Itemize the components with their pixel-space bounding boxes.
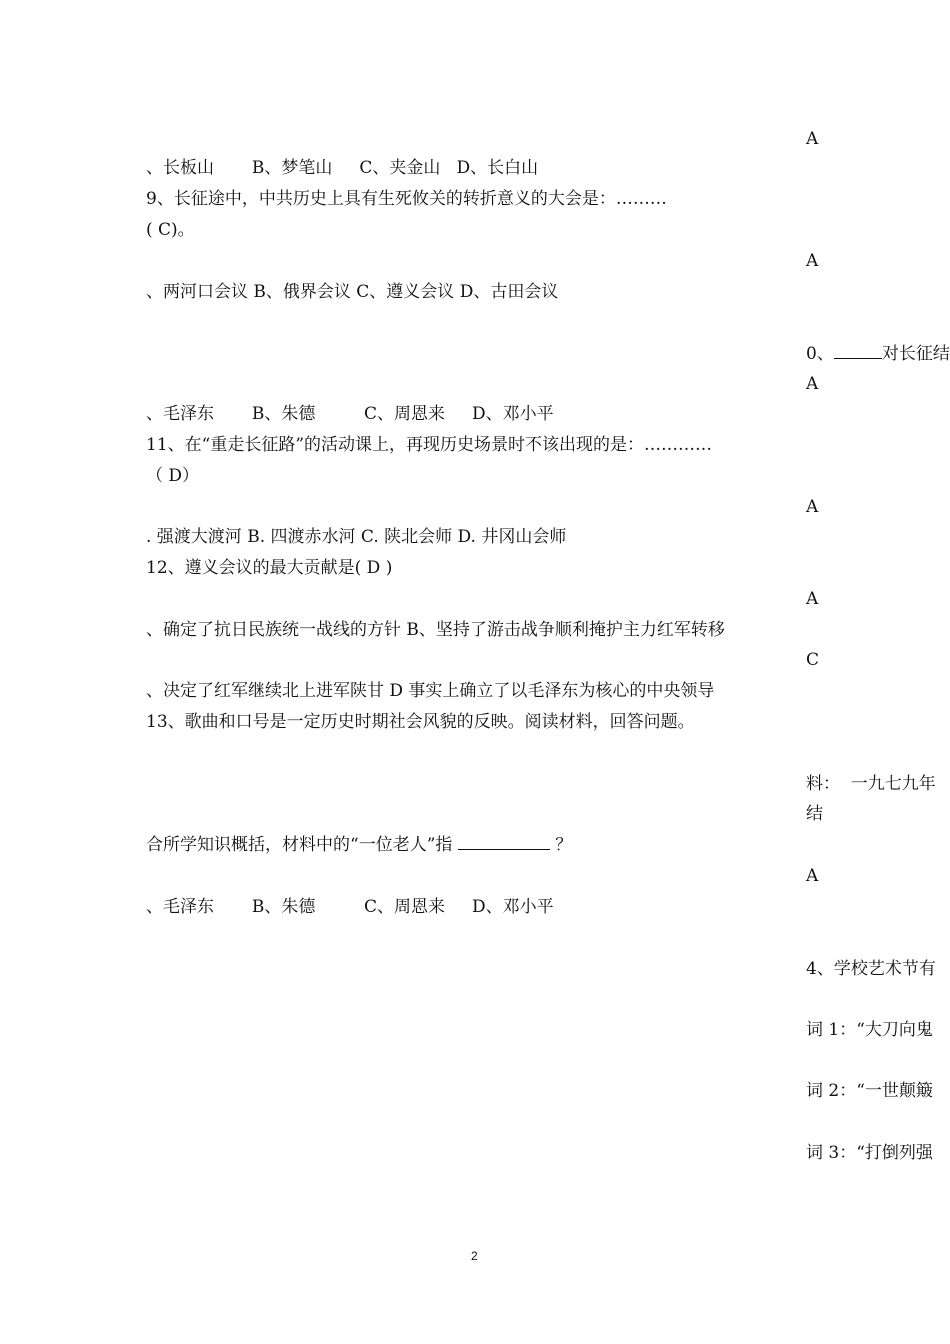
margin-option-a: A	[806, 497, 819, 517]
margin-option-a: A	[806, 866, 819, 886]
page-number: 2	[471, 1249, 478, 1263]
answer-9: ( C)。	[146, 220, 195, 240]
margin-option-a: A	[806, 251, 819, 271]
answer-blank	[458, 835, 550, 850]
option-line-q12-ab: 、确定了抗日民族统一战线的方针 B、坚持了游击战争顺利掩护主力红军转移	[146, 620, 725, 640]
answer-blank	[834, 344, 882, 359]
question-13-sub: 合所学知识概括，材料中的“一位老人”指 ？	[146, 835, 573, 855]
material-fragment: 结	[806, 804, 823, 824]
margin-option-a: A	[806, 129, 819, 149]
question-14-fragment: 4、学校艺术节有	[806, 959, 936, 979]
material-fragment: 料： 一九七九年	[806, 774, 936, 794]
margin-option-a: A	[806, 589, 819, 609]
option-line-q12-cd: 、决定了红军继续北上进军陕甘 D 事实上确立了以毛泽东为核心的中央领导	[146, 681, 715, 701]
option-line-q13: 、毛泽东 B、朱德 C、周恩来 D、邓小平	[146, 897, 554, 917]
answer-11: （ D）	[146, 466, 200, 486]
option-line-q8: 、长板山 B、梦笔山 C、夹金山 D、长白山	[146, 158, 539, 178]
lyric-3-fragment: 词 3：“打倒列强	[806, 1143, 933, 1163]
question-10-fragment: 0、 对长征结	[806, 344, 950, 364]
lyric-2-fragment: 词 2：“一世颠簸	[806, 1081, 933, 1101]
question-13: 13、歌曲和口号是一定历史时期社会风貌的反映。阅读材料，回答问题。	[146, 712, 695, 732]
option-line-q11: . 强渡大渡河 B. 四渡赤水河 C. 陕北会师 D. 井冈山会师	[146, 527, 567, 547]
margin-option-a: A	[806, 374, 819, 394]
question-11: 11、在“重走长征路”的活动课上，再现历史场景时不该出现的是：…………	[146, 435, 713, 455]
option-line-q10: 、毛泽东 B、朱德 C、周恩来 D、邓小平	[146, 404, 554, 424]
margin-option-c: C	[806, 650, 820, 670]
question-9: 9、长征途中，中共历史上具有生死攸关的转折意义的大会是：………	[146, 189, 667, 209]
lyric-1-fragment: 词 1：“大刀向鬼	[806, 1020, 933, 1040]
question-12: 12、遵义会议的最大贡献是( D )	[146, 558, 393, 578]
option-line-q9: 、两河口会议 B、俄界会议 C、遵义会议 D、古田会议	[146, 282, 559, 302]
